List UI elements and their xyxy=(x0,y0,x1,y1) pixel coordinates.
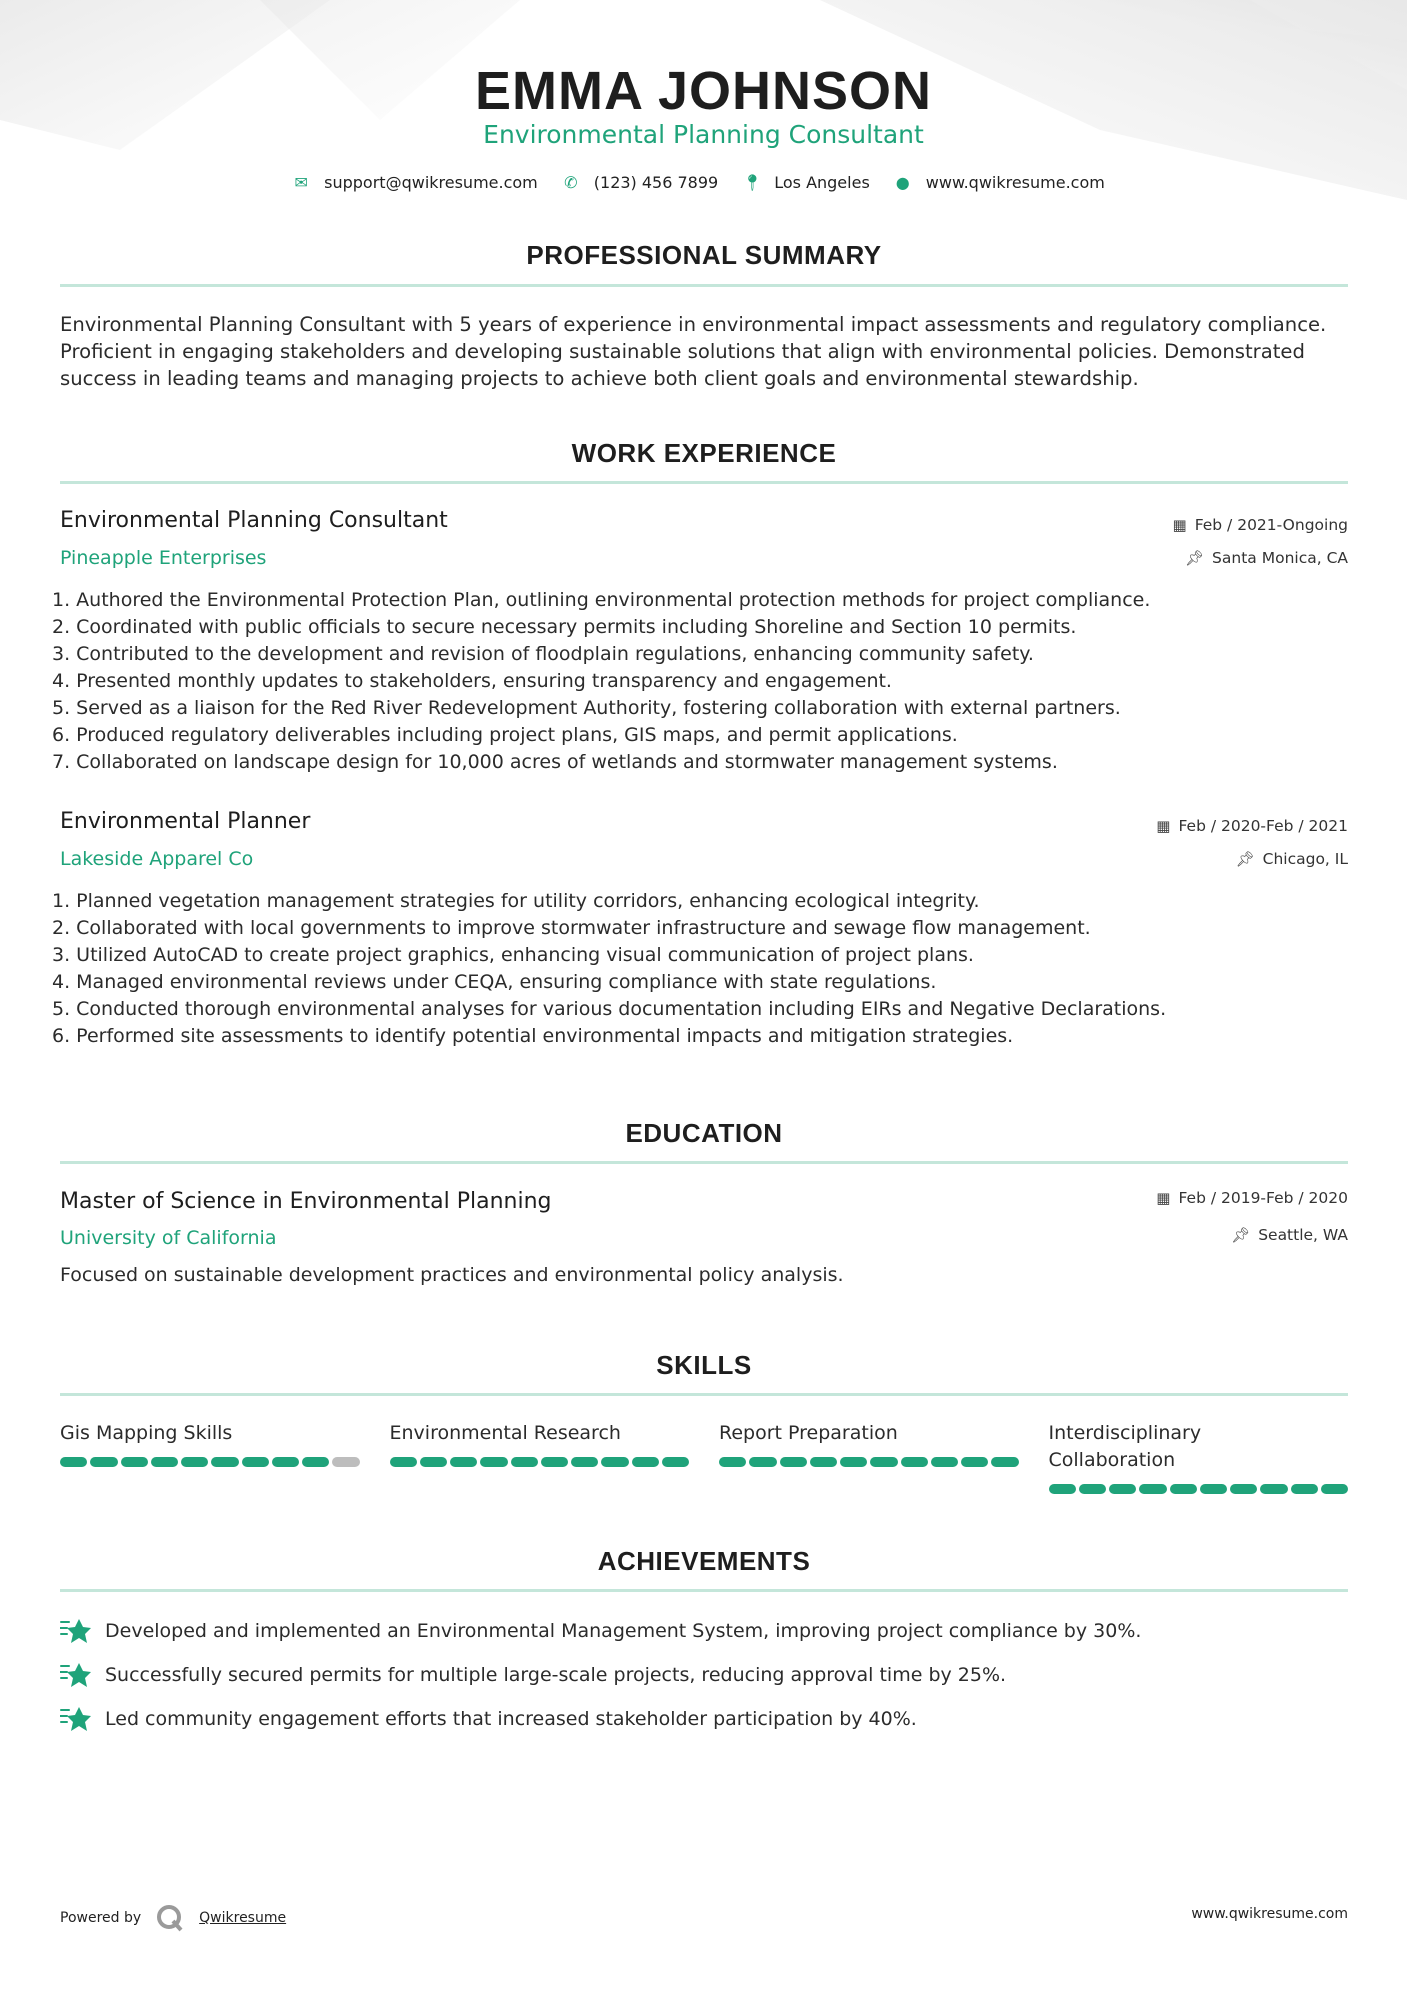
skill-segment-filled xyxy=(1170,1484,1197,1494)
skill-item xyxy=(1049,1420,1349,1494)
list-item xyxy=(60,1653,1360,1697)
job-dates xyxy=(1156,817,1348,835)
list-item: 1. Planned vegetation management strategies for utility corridors, enhancing ecological integrity. xyxy=(52,890,980,912)
skill-segment-filled xyxy=(480,1457,507,1467)
skill-segment-filled xyxy=(1200,1484,1227,1494)
list-item: 6. Performed site assessments to identify potential environmental impacts and mitigation strategies. xyxy=(52,1025,1014,1047)
job-bullets xyxy=(52,587,1352,776)
list-item: 2. Coordinated with public officials to secure necessary permits including Shoreline and Section 10 permits. xyxy=(52,616,1077,638)
skill-segment-filled xyxy=(749,1457,776,1467)
footer-website[interactable]: www.qwikresume.com xyxy=(1191,1906,1348,1922)
job-location xyxy=(1236,850,1348,868)
skill-segment-filled xyxy=(719,1457,746,1467)
skill-segment-filled xyxy=(1079,1484,1106,1494)
list-item: 4. Managed environmental reviews under CEQA, ensuring compliance with state regulations. xyxy=(52,971,937,993)
job-dates-text: Feb / 2020-Feb / 2021 xyxy=(1178,817,1348,835)
skill-item xyxy=(719,1420,1019,1494)
list-item: 5. Conducted thorough environmental analyses for various documentation including EIRs and Negative Declarations. xyxy=(52,998,1167,1020)
skill-segment-filled xyxy=(60,1457,87,1467)
list-item: 4. Presented monthly updates to stakeholders, ensuring transparency and engagement. xyxy=(52,670,892,692)
skill-level-bar xyxy=(719,1457,1019,1467)
skill-segment-filled xyxy=(840,1457,867,1467)
section-divider xyxy=(60,1589,1348,1592)
section-divider xyxy=(60,1393,1348,1396)
calendar-icon: ▦ xyxy=(1172,516,1187,534)
skill-segment-filled xyxy=(662,1457,689,1467)
job-location-text: Chicago, IL xyxy=(1262,850,1348,868)
section-heading-skills: SKILLS xyxy=(656,1350,752,1380)
achievement-text: Developed and implemented an Environmental Management System, improving project compliance by 30%. xyxy=(105,1620,1142,1642)
contact-phone: (123) 456 7899 xyxy=(593,173,719,192)
skill-segment-filled xyxy=(302,1457,329,1467)
skill-name: Report Preparation xyxy=(719,1422,898,1444)
contact-website[interactable]: www.qwikresume.com xyxy=(925,173,1105,192)
candidate-title: Environmental Planning Consultant xyxy=(483,120,924,149)
skill-segment-filled xyxy=(931,1457,958,1467)
skill-name: Interdisciplinary Collaboration xyxy=(1048,1422,1202,1471)
skill-segment-filled xyxy=(1321,1484,1348,1494)
education-description: Focused on sustainable development practices and environmental policy analysis. xyxy=(60,1264,844,1286)
globe-icon: ● xyxy=(895,173,910,192)
skills-list xyxy=(60,1420,1348,1494)
education-location xyxy=(1231,1226,1348,1244)
degree-title: Master of Science in Environmental Planning xyxy=(60,1189,552,1214)
list-item: 2. Collaborated with local governments to improve stormwater infrastructure and sewage flow management. xyxy=(52,917,1091,939)
skill-segment-filled xyxy=(272,1457,299,1467)
skill-level-bar xyxy=(1049,1484,1349,1494)
list-item: 7. Collaborated on landscape design for 10,000 acres of wetlands and stormwater management systems. xyxy=(52,751,1058,773)
achievements-list xyxy=(60,1609,1360,1741)
list-item: 3. Contributed to the development and revision of floodplain regulations, enhancing community safety. xyxy=(52,643,1034,665)
skill-segment-filled xyxy=(1260,1484,1287,1494)
skill-segment-filled xyxy=(1139,1484,1166,1494)
job-title: Environmental Planner xyxy=(60,809,311,834)
skill-level-bar xyxy=(60,1457,360,1467)
job-company: Pineapple Enterprises xyxy=(60,547,267,569)
section-divider xyxy=(60,1161,1348,1164)
skill-segment-filled xyxy=(601,1457,628,1467)
skill-segment-filled xyxy=(1230,1484,1257,1494)
skill-segment-filled xyxy=(870,1457,897,1467)
job-company: Lakeside Apparel Co xyxy=(60,848,254,870)
skill-segment-filled xyxy=(181,1457,208,1467)
star-icon xyxy=(60,1616,92,1646)
achievement-text: Successfully secured permits for multiple large-scale projects, reducing approval time by 25%. xyxy=(105,1664,1007,1686)
list-item xyxy=(60,1609,1360,1653)
skill-segment-filled xyxy=(991,1457,1018,1467)
skill-segment-filled xyxy=(90,1457,117,1467)
section-heading-education: EDUCATION xyxy=(625,1118,783,1148)
achievement-text: Led community engagement efforts that increased stakeholder participation by 40%. xyxy=(105,1708,917,1730)
star-icon xyxy=(60,1660,92,1690)
star-icon xyxy=(60,1704,92,1734)
skill-segment-filled xyxy=(810,1457,837,1467)
pushpin-icon: 📌︎ xyxy=(1185,549,1205,567)
skill-segment-filled xyxy=(1291,1484,1318,1494)
skill-segment-filled xyxy=(450,1457,477,1467)
list-item: 6. Produced regulatory deliverables including project plans, GIS maps, and permit applications. xyxy=(52,724,958,746)
list-item: 3. Utilized AutoCAD to create project graphics, enhancing visual communication of project plans. xyxy=(52,944,974,966)
skill-segment-filled xyxy=(541,1457,568,1467)
pushpin-icon: 📌︎ xyxy=(1235,850,1255,868)
skill-segment-filled xyxy=(390,1457,417,1467)
contact-location: Los Angeles xyxy=(774,173,870,192)
calendar-icon: ▦ xyxy=(1156,1189,1171,1207)
education-location-text: Seattle, WA xyxy=(1258,1226,1348,1244)
skill-segment-filled xyxy=(211,1457,238,1467)
skill-segment-filled xyxy=(780,1457,807,1467)
map-marker-icon: 📍︎ xyxy=(742,173,763,192)
envelope-icon: ✉ xyxy=(294,173,308,192)
calendar-icon: ▦ xyxy=(1156,817,1171,835)
section-heading-achievements: ACHIEVEMENTS xyxy=(597,1546,811,1576)
skill-segment-filled xyxy=(1109,1484,1136,1494)
skill-item xyxy=(390,1420,690,1494)
skill-segment-filled xyxy=(121,1457,148,1467)
job-dates xyxy=(1173,516,1349,534)
school-name: University of California xyxy=(60,1227,277,1249)
skill-segment-filled xyxy=(511,1457,538,1467)
job-location xyxy=(1185,549,1348,567)
skill-segment-filled xyxy=(242,1457,269,1467)
section-divider xyxy=(60,284,1348,287)
skill-segment-filled xyxy=(901,1457,928,1467)
education-dates xyxy=(1156,1189,1348,1207)
summary-text: Environmental Planning Consultant with 5 years of experience in environmental impact assessments and regulatory compliance. Proficient in engaging stakeholders and developing sustainable solutions that align with environmental policies. Demonstrated success in leading teams and managing projects to achieve both client goals and environmental stewardship. xyxy=(60,313,1327,390)
candidate-name: EMMA JOHNSON xyxy=(474,61,933,121)
job-title: Environmental Planning Consultant xyxy=(60,508,448,533)
skill-segment-filled xyxy=(151,1457,178,1467)
skill-segment-filled xyxy=(1049,1484,1076,1494)
footer-powered-by xyxy=(60,1903,286,1933)
job-location-text: Santa Monica, CA xyxy=(1212,549,1348,567)
qwikresume-logo-icon xyxy=(155,1903,185,1933)
section-heading-experience: WORK EXPERIENCE xyxy=(571,438,837,468)
contact-email[interactable]: support@qwikresume.com xyxy=(324,173,538,192)
skill-item xyxy=(60,1420,360,1494)
education-dates-text: Feb / 2019-Feb / 2020 xyxy=(1178,1189,1348,1207)
section-heading-summary: PROFESSIONAL SUMMARY xyxy=(526,240,882,270)
section-divider xyxy=(60,481,1348,484)
phone-icon: ✆ xyxy=(564,173,578,192)
skill-name: Environmental Research xyxy=(389,1422,621,1444)
skill-level-bar xyxy=(390,1457,690,1467)
job-dates-text: Feb / 2021-Ongoing xyxy=(1194,516,1348,534)
qwikresume-link[interactable]: Qwikresume xyxy=(199,1910,287,1926)
skill-segment-filled xyxy=(571,1457,598,1467)
job-bullets xyxy=(52,888,1352,1050)
skill-segment-empty xyxy=(332,1457,359,1467)
list-item: 5. Served as a liaison for the Red River Redevelopment Authority, fostering collaboration with external partners. xyxy=(52,697,1121,719)
skill-segment-filled xyxy=(961,1457,988,1467)
skill-name: Gis Mapping Skills xyxy=(60,1422,233,1444)
list-item xyxy=(60,1697,1360,1741)
list-item: 1. Authored the Environmental Protection Plan, outlining environmental protection methods for project compliance. xyxy=(52,589,1151,611)
skill-segment-filled xyxy=(420,1457,447,1467)
contact-info xyxy=(0,173,1407,192)
skill-segment-filled xyxy=(632,1457,659,1467)
pushpin-icon: 📌︎ xyxy=(1231,1226,1251,1244)
powered-by-label: Powered by xyxy=(60,1910,142,1926)
